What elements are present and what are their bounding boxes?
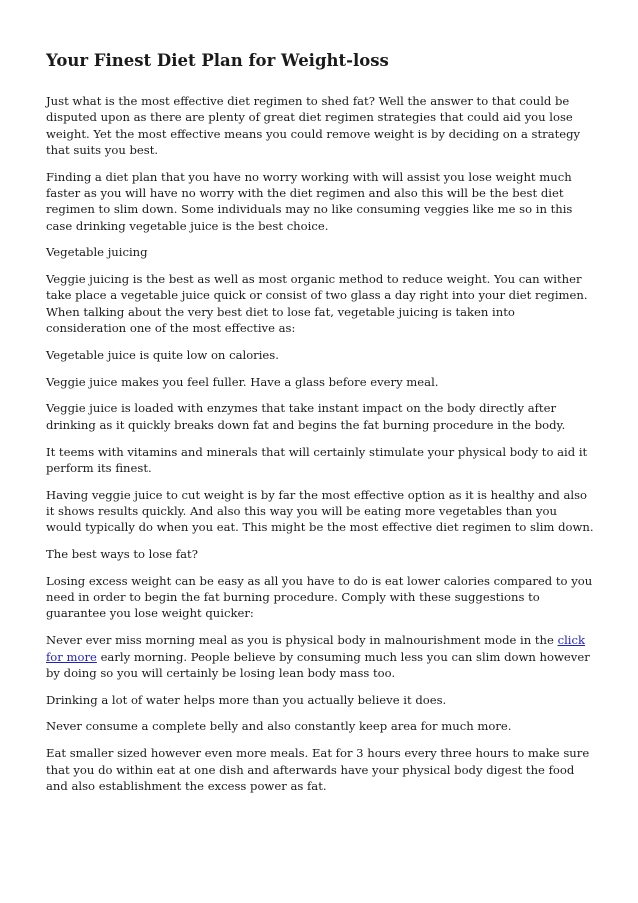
paragraph-enzymes: Veggie juice is loaded with enzymes that take instant impact on the body directly after drinking as it quickly breaks down fat and begins the fat burning procedure in the body. [46,401,566,432]
paragraph-low-calories: Vegetable juice is quite low on calories. [46,347,279,362]
paragraph-complete-belly: Never consume a complete belly and also constantly keep area for much more. [46,719,512,734]
paragraph-vitamins: It teems with vitamins and minerals that will certainly stimulate your physical body to aid it perform its finest. [46,444,588,475]
paragraph-feel-fuller: Veggie juice makes you feel fuller. Have a glass before every meal. [46,374,439,389]
paragraph-water: Drinking a lot of water helps more than you actually believe it does. [46,692,447,707]
page-title: Your Finest Diet Plan for Weight-loss [46,51,389,70]
paragraph-intro: Just what is the most effective diet regimen to shed fat? Well the answer to that could be disputed upon as there are plenty of great diet regimen strategies that could aid you lose weight. Yet the most effective means you could remove weight is by deciding on a strategy that suits you best. [46,94,581,157]
subheading-lose-fat: The best ways to lose fat? [46,547,198,562]
paragraph-morning-meal [46,632,594,681]
paragraph-losing-weight: Losing excess weight can be easy as all you have to do is eat lower calories compared to you need in order to begin the fat burning procedure. Comply with these suggestions to guarantee you lose weight quicker: [46,573,593,621]
paragraph-results: Having veggie juice to cut weight is by far the most effective option as it is healthy and also it shows results quickly. And also this way you will be eating more vegetables than you would typically do when you eat. This might be the most effective diet regimen to slim down. [46,487,594,535]
morning-meal-text-after: early morning. People believe by consuming much less you can slim down however by doing so you will certainly be losing lean body mass too. [46,649,590,680]
paragraph-finding-diet: Finding a diet plan that you have no worry working with will assist you lose weight much faster as you will have no worry with the diet regimen and also this will be the best diet regimen to slim down. Some individuals may no like consuming veggies like me so in this case drinking vegetable juice is the best choice. [46,169,573,233]
click-for-more-link[interactable]: click for more [46,633,586,664]
subheading-vegetable-juicing: Vegetable juicing [46,245,148,260]
paragraph-smaller-meals: Eat smaller sized however even more meals. Eat for 3 hours every three hours to make sure that you do within eat at one dish and afterwards have your physical body digest the food and also establishment the excess power as fat. [46,746,590,793]
paragraph-veggie-juicing: Veggie juicing is the best as well as most organic method to reduce weight. You can wither take place a vegetable juice quick or consist of two glass a day right into your diet regimen. When talking about the very best diet to lose fat, vegetable juicing is taken into consideration one of the most effective as: [46,272,588,336]
morning-meal-text-before: Never ever miss morning meal as you is physical body in malnourishment mode in the [46,633,558,648]
